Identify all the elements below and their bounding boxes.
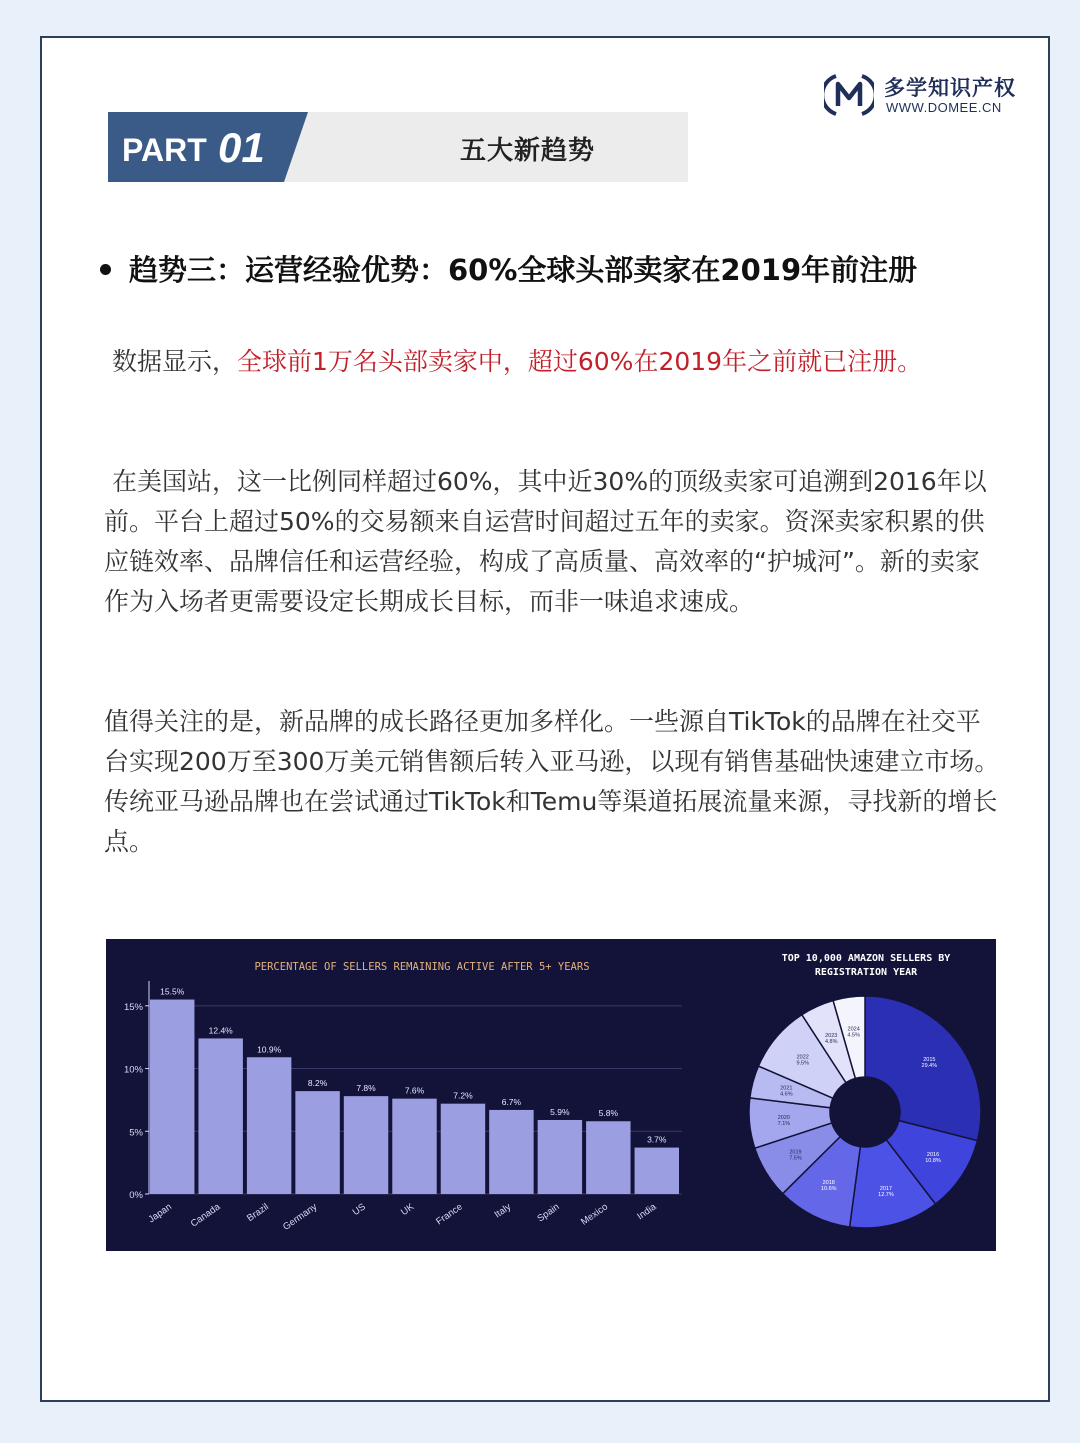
bar-canada (198, 1038, 242, 1194)
x-tick-label: Germany (280, 1201, 320, 1233)
pie-chart-title-line2: REGISTRATION YEAR (814, 967, 918, 978)
bar-japan (150, 1000, 194, 1194)
y-tick-label: 0% (129, 1190, 143, 1201)
brand-name: 多学知识产权 (884, 76, 1016, 100)
section-banner (108, 112, 688, 184)
pie-slice-pct-label: 4.5% (847, 1032, 860, 1039)
brand-logo (824, 70, 1034, 118)
pie-slice-year-label: 2017 (879, 1185, 893, 1192)
bar-value-label: 7.8% (356, 1083, 376, 1094)
article-card (40, 36, 1050, 1402)
bar-value-label: 10.9% (257, 1044, 282, 1055)
pie-chart (749, 953, 981, 1228)
pie-slice-pct-label: 7.5% (789, 1155, 802, 1162)
section-heading-text: 趋势三：运营经验优势：60%全球头部卖家在2019年前注册 (129, 253, 918, 287)
paragraph-1-prefix: 数据显示， (111, 347, 237, 376)
bullet-icon (100, 264, 111, 275)
bar-spain (538, 1120, 582, 1194)
bar-value-label: 7.2% (453, 1090, 473, 1101)
y-tick-label: 15% (123, 1001, 143, 1013)
banner-title: 五大新趋势 (460, 136, 596, 166)
bar-mexico (586, 1121, 630, 1194)
bar-value-label: 8.2% (307, 1078, 328, 1089)
bar-value-label: 7.6% (404, 1085, 425, 1096)
x-tick-label: Japan (146, 1201, 174, 1226)
pie-slice-pct-label: 7.1% (777, 1120, 791, 1127)
section-heading (100, 248, 1030, 289)
brand-url: WWW.DOMEE.CN (886, 100, 1002, 115)
x-tick-label: UK (399, 1201, 417, 1219)
bar-value-label: 15.5% (160, 986, 185, 997)
pie-slice-year-label: 2024 (847, 1026, 860, 1033)
bar-value-label: 5.8% (598, 1108, 619, 1119)
bar-value-label: 6.7% (501, 1096, 522, 1107)
pie-slice-pct-label: 29.4% (921, 1062, 938, 1069)
pie-slice-pct-label: 9.5% (796, 1060, 809, 1067)
bar-brazil (247, 1057, 291, 1194)
pie-slice-year-label: 2023 (825, 1032, 838, 1039)
bar-value-label: 5.9% (550, 1106, 570, 1117)
x-tick-label: India (635, 1201, 659, 1223)
pie-slice-pct-label: 4.6% (780, 1091, 793, 1098)
pie-slice-pct-label: 12.7% (878, 1191, 894, 1198)
bar-chart (124, 961, 682, 1233)
paragraph-1-highlight: 全球前1万名头部卖家中，超过60%在2019年之前就已注册。 (236, 347, 923, 376)
bar-france (441, 1104, 485, 1194)
paragraph-3-text: 值得关注的是，新品牌的成长路径更加多样化。一些源自TikTok的品牌在社交平台实现200万至300万美元销售额后转入亚马逊，以现有销售基础快速建立市场。传统亚马逊品牌也在尝试通过TikTok和Temu等渠道拓展流量来源，寻找新的增长点。 (104, 707, 1000, 856)
bar-value-label: 12.4% (208, 1025, 233, 1036)
bar-us (344, 1096, 388, 1194)
pie-chart-title-line1: TOP 10,000 AMAZON SELLERS BY (781, 953, 951, 964)
chart-figure-svg (106, 939, 996, 1251)
pie-slice-year-label: 2019 (789, 1149, 802, 1156)
x-tick-label: US (350, 1201, 368, 1219)
bar-india (635, 1148, 679, 1194)
y-tick-label: 10% (123, 1064, 143, 1076)
bar-chart-title: PERCENTAGE OF SELLERS REMAINING ACTIVE AFTER 5+ YEARS (254, 961, 590, 973)
paragraph-3 (104, 702, 1004, 862)
pie-slice-year-label: 2015 (923, 1056, 936, 1063)
chart-figure (106, 939, 996, 1251)
bar-uk (392, 1099, 436, 1194)
pie-slice-year-label: 2018 (822, 1179, 835, 1186)
brand-m-icon (824, 72, 874, 118)
pie-slice-year-label: 2016 (926, 1151, 940, 1158)
bar-italy (489, 1110, 533, 1194)
pie-slice-year-label: 2022 (796, 1054, 809, 1061)
x-tick-label: France (434, 1201, 465, 1228)
banner-part-label: PART (122, 132, 207, 168)
pie-slice-pct-label: 10.6% (820, 1185, 837, 1192)
bar-value-label: 3.7% (647, 1134, 667, 1145)
y-tick-label: 5% (129, 1127, 143, 1139)
banner-part-number: 01 (218, 124, 265, 171)
pie-slice-pct-label: 4.8% (824, 1038, 838, 1045)
paragraph-1 (104, 342, 1004, 382)
pie-slice-pct-label: 10.8% (925, 1157, 941, 1164)
paragraph-2 (104, 462, 1004, 622)
pie-slice-year-label: 2020 (777, 1114, 791, 1121)
x-tick-label: Spain (535, 1201, 562, 1225)
x-tick-label: Mexico (579, 1201, 611, 1228)
pie-slice-year-label: 2021 (780, 1085, 793, 1092)
paragraph-2-text: 在美国站，这一比例同样超过60%，其中近30%的顶级卖家可追溯到2016年以前。平台上超过50%的交易额来自运营时间超过五年的卖家。资深卖家积累的供应链效率、品牌信任和运营经验，构成了高质量、高效率的“护城河”。新的卖家作为入场者更需要设定长期成长目标，而非一味追求速成。 (104, 467, 987, 616)
x-tick-label: Brazil (245, 1201, 271, 1225)
bar-germany (295, 1091, 339, 1194)
x-tick-label: Canada (188, 1201, 223, 1230)
x-tick-label: Italy (492, 1201, 514, 1221)
